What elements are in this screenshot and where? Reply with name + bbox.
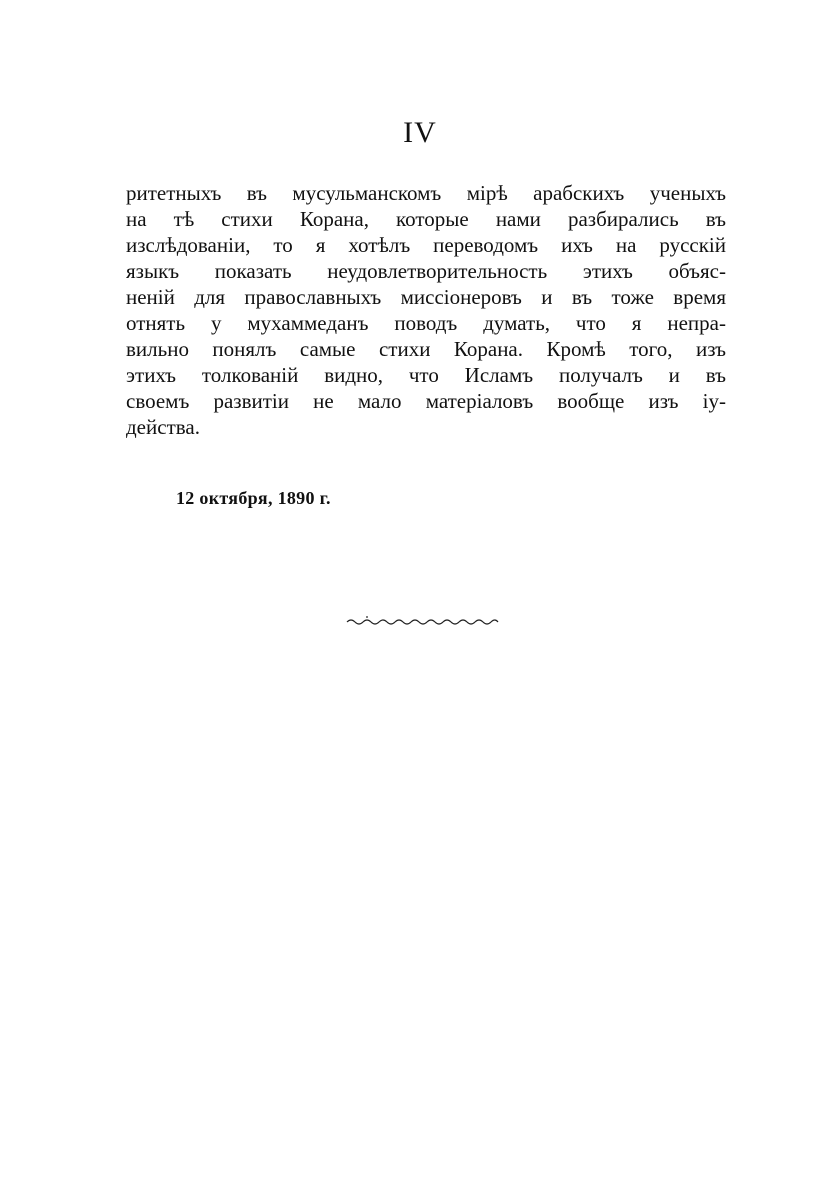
text-line: отнять у мухаммеданъ поводъ думать, что я непра- <box>126 311 726 335</box>
text-line: вильно понялъ самые стихи Корана. Кромѣ того, изъ <box>126 337 726 361</box>
text-line-last: действа. <box>126 415 200 439</box>
page-number: IV <box>403 116 437 149</box>
text-line: этихъ толкованій видно, что Исламъ получалъ и въ <box>126 363 726 387</box>
text-line: языкъ показать неудовлетворительность этихъ объяс- <box>126 259 726 283</box>
text-line: изслѣдованіи, то я хотѣлъ переводомъ ихъ на русскій <box>126 233 726 257</box>
wavy-divider-ornament <box>345 614 500 628</box>
date-signature: 12 октября, 1890 г. <box>176 488 331 508</box>
text-line: неній для православныхъ миссіонеровъ и въ тоже время <box>126 285 726 309</box>
text-line: на тѣ стихи Корана, которые нами разбирались въ <box>126 207 726 231</box>
text-line: ритетныхъ въ мусульманскомъ мірѣ арабскихъ ученыхъ <box>126 181 726 205</box>
body-paragraph <box>126 180 726 440</box>
wavy-line <box>347 620 498 624</box>
text-line: своемъ развитіи не мало матеріаловъ вообще изъ іу- <box>126 389 726 413</box>
ornament-dot <box>366 616 368 618</box>
